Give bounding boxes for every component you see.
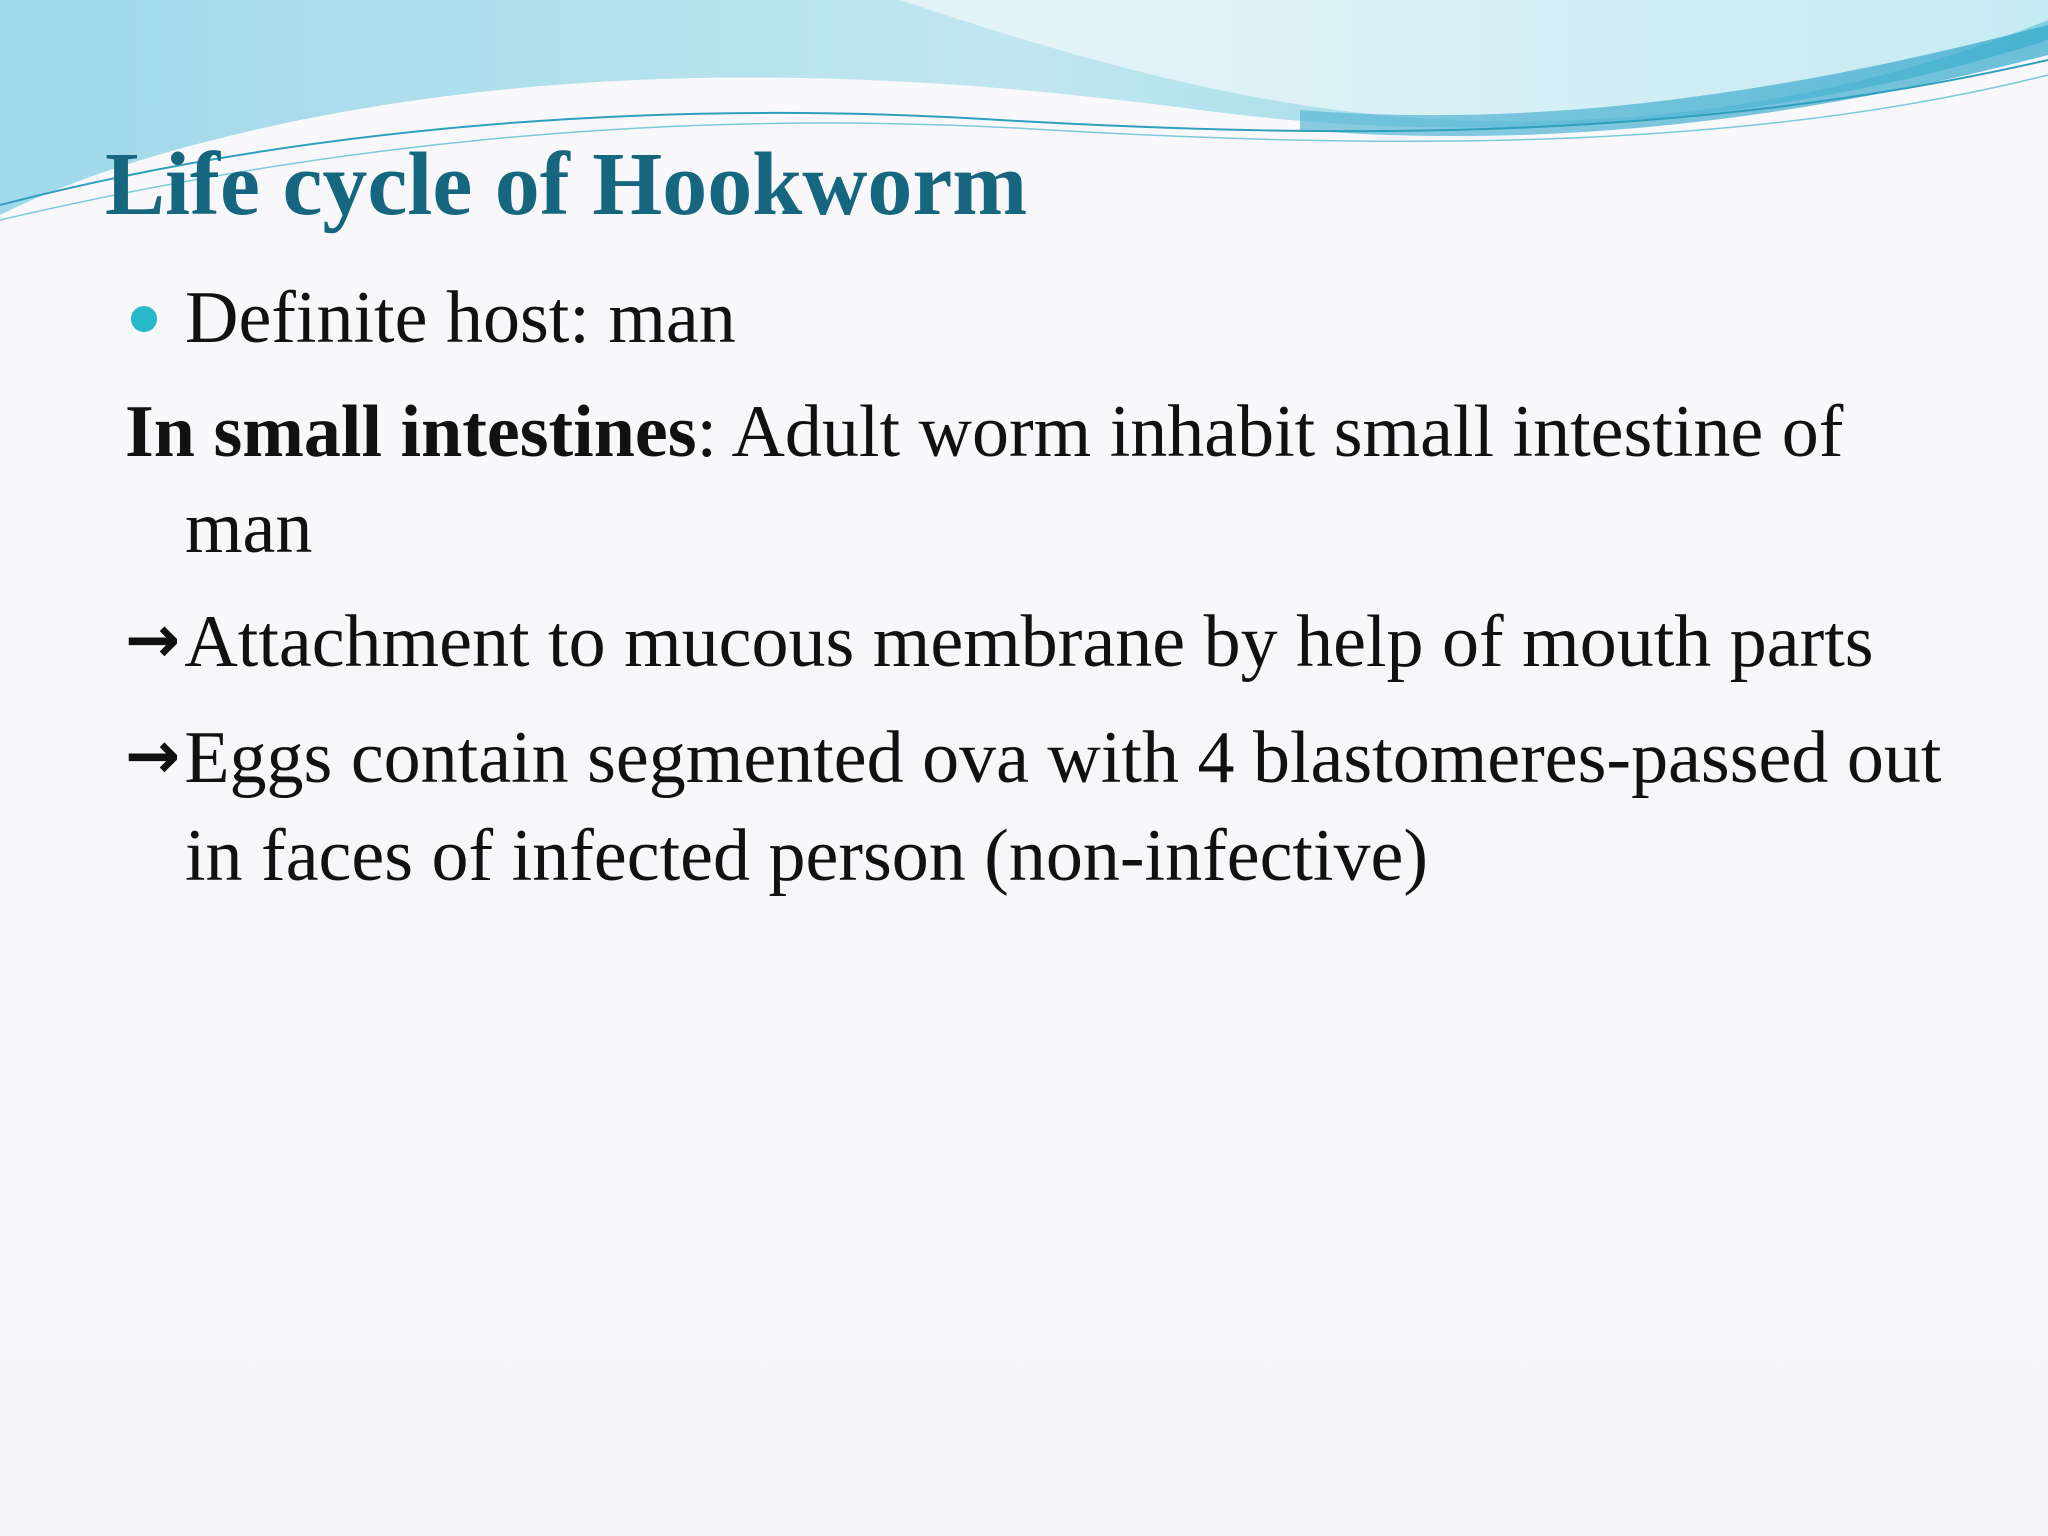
bullet-definite-host <box>125 270 1985 366</box>
paragraph-small-intestines <box>125 384 1985 576</box>
paragraph-text: Eggs contain segmented ova with 4 blastomeres-passed out in faces of infected person (non-infective) <box>184 717 1942 897</box>
right-arrow-icon: → <box>125 717 181 794</box>
paragraph-text: Attachment to mucous membrane by help of mouth parts <box>184 601 1874 683</box>
right-arrow-icon: → <box>125 601 181 678</box>
slide-title: Life cycle of Hookworm <box>105 135 1028 234</box>
bullet-text: Definite host: man <box>185 277 736 359</box>
slide-body <box>125 270 1985 922</box>
paragraph-eggs <box>125 710 1985 904</box>
bullet-dot-icon <box>131 306 157 332</box>
paragraph-attachment <box>125 594 1985 692</box>
paragraph-bold-lead: In small intestines <box>125 391 697 473</box>
paragraph-text: : Adult worm inhabit small intestine of man <box>185 391 1844 569</box>
